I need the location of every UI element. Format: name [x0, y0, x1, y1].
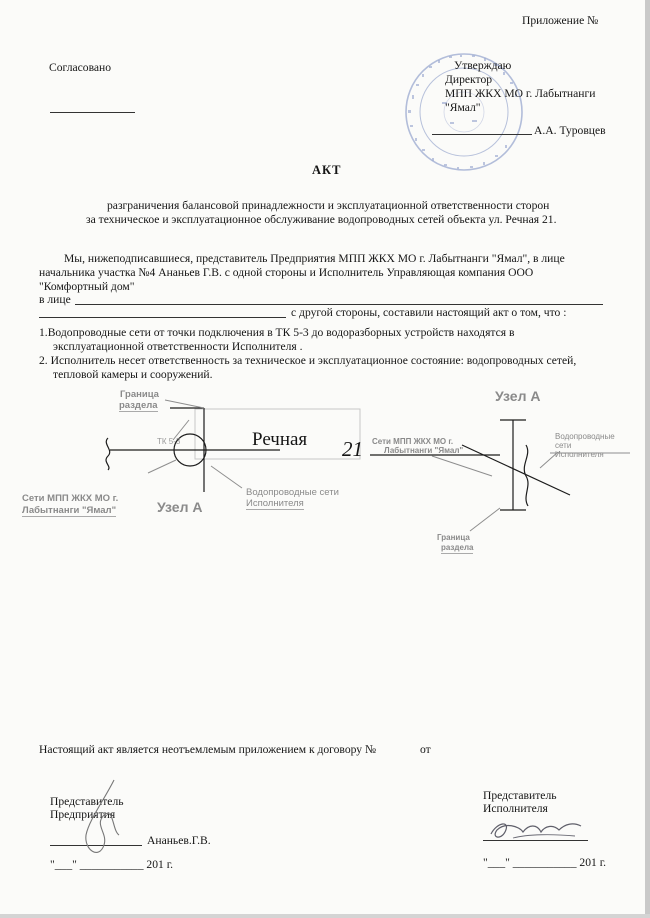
- appendix-statement: Настоящий акт является неотъемлемым приложением к договору №: [39, 743, 377, 756]
- left-representative-line-1: Представитель: [50, 795, 124, 808]
- right-owner-label-2: Лабытнанги "Ямал": [384, 446, 464, 455]
- left-representative-name: Ананьев.Г.В.: [147, 834, 211, 847]
- right-owner-label-1: Сети МПП ЖКХ МО г.: [372, 437, 454, 446]
- right-executor-label-1: Водопроводные: [555, 432, 615, 441]
- left-executor-label-1: Водопроводные сети: [246, 487, 339, 498]
- intro-line-4: в лице: [39, 293, 71, 306]
- intro-line-2: начальника участка №4 Ананьев Г.В. с одной стороны и Исполнитель Управляющая компания ООО: [39, 266, 534, 279]
- right-boundary-label-1: Граница: [437, 533, 470, 542]
- chamber-label: ТК 5-3: [157, 437, 181, 446]
- left-representative-line-2: Предприятия: [50, 808, 116, 821]
- left-boundary-label-2: раздела: [119, 400, 158, 411]
- left-handwritten-signature: [74, 775, 144, 865]
- right-executor-label-3: Исполнителя: [555, 450, 604, 459]
- approve-label: Утверждаю: [454, 59, 512, 72]
- intro-fill-line-1: [75, 304, 603, 305]
- left-node-label: Узел А: [157, 499, 203, 515]
- appendix-label: Приложение №: [522, 14, 599, 27]
- left-owner-label-1: Сети МПП ЖКХ МО г.: [22, 493, 119, 504]
- item-2-line-2: тепловой камеры и сооружений.: [53, 368, 213, 381]
- building-number: 21: [342, 437, 363, 461]
- page-right-edge: [645, 0, 650, 918]
- intro-line-3: "Комфортный дом": [39, 280, 135, 293]
- left-date-line: "___" ___________ 201 г.: [50, 858, 174, 871]
- agreed-label: Согласовано: [49, 61, 112, 74]
- right-node-label: Узел А: [495, 388, 541, 404]
- item-1-line-2: эксплуатационной ответственности Исполнителя .: [53, 340, 303, 353]
- director-signature-line: [432, 134, 532, 135]
- director-name: А.А. Туровцев: [534, 124, 606, 137]
- right-handwritten-signature: [483, 812, 588, 847]
- director-title: Директор: [445, 73, 493, 86]
- document-subtitle-line-1: разграничения балансовой принадлежности и эксплуатационной ответственности сторон: [107, 199, 550, 212]
- network-scheme: [0, 380, 650, 560]
- left-owner-label-2: Лабытнанги "Ямал": [22, 505, 117, 516]
- item-1-line-1: 1.Водопроводные сети от точки подключения в ТК 5-3 до водоразборных устройств находятся в: [39, 326, 515, 339]
- right-date-line: "___" ___________ 201 г.: [483, 856, 607, 869]
- item-2-line-1: 2. Исполнитель несет ответственность за техническое и эксплуатационное состояние: водопроводных сетей,: [39, 354, 577, 367]
- agreed-signature-line: [50, 112, 135, 113]
- building-name: Речная: [252, 429, 308, 450]
- contract-date-label: от: [420, 743, 431, 756]
- left-boundary-label-1: Граница: [120, 389, 159, 400]
- right-representative-line-2: Исполнителя: [483, 802, 548, 815]
- org-name-quoted: "Ямал": [445, 101, 481, 114]
- intro-fill-line-2: [39, 317, 286, 318]
- page-bottom-edge: [0, 914, 650, 918]
- right-boundary-label-2: раздела: [441, 543, 474, 552]
- document-title: АКТ: [312, 163, 342, 177]
- right-executor-label-2: сети: [555, 441, 572, 450]
- org-name: МПП ЖКХ МО г. Лабытнанги: [445, 87, 596, 100]
- intro-line-5: с другой стороны, составили настоящий акт о том, что :: [291, 306, 567, 319]
- intro-line-1: Мы, нижеподписавшиеся, представитель Предприятия МПП ЖКХ МО г. Лабытнанги "Ямал", в лице: [64, 252, 565, 265]
- left-executor-label-2: Исполнителя: [246, 498, 304, 509]
- document-subtitle-line-2: за техническое и эксплуатационное обслуживание водопроводных сетей объекта ул. Речная 21.: [86, 213, 557, 226]
- right-representative-line-1: Представитель: [483, 789, 557, 802]
